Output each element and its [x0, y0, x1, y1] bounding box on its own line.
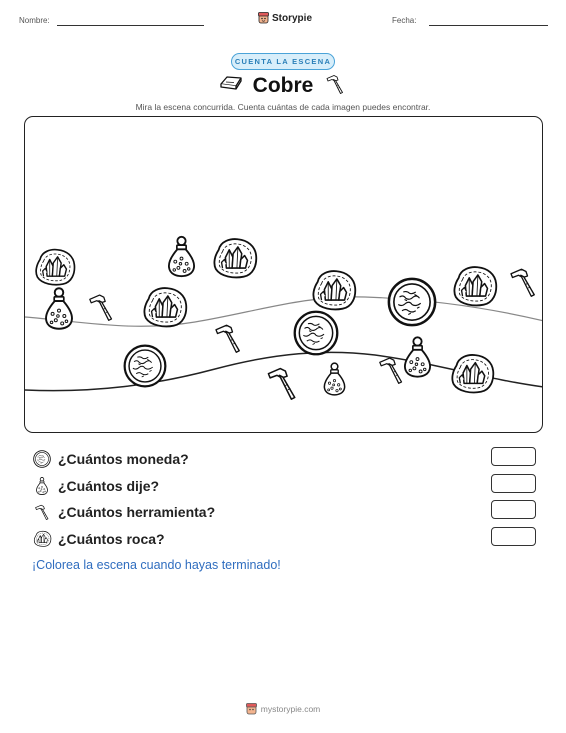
rock-icon[interactable]: [313, 271, 355, 309]
charm-icon[interactable]: [46, 288, 72, 329]
brand-mascot-icon: [246, 703, 257, 715]
worksheet-header: [0, 12, 566, 32]
rock-icon[interactable]: [454, 267, 496, 305]
coin-icon[interactable]: [389, 279, 435, 325]
hammer-icon[interactable]: [90, 295, 112, 320]
question-row-hammer: [32, 499, 536, 526]
date-label: Fecha:: [392, 16, 417, 25]
hammer-icon[interactable]: [380, 358, 402, 383]
coloring-note: ¡Colorea la escena cuando hayas terminado!: [32, 558, 281, 572]
charm-icon[interactable]: [405, 337, 430, 376]
question-row-coin: [32, 446, 536, 473]
rock-icon[interactable]: [452, 355, 493, 393]
question-text: ¿Cuántos dije?: [58, 477, 160, 494]
answer-box-rock[interactable]: [491, 527, 536, 546]
answer-box-coin[interactable]: [491, 447, 536, 466]
brand-mascot-icon: [258, 12, 269, 24]
answer-box-charm[interactable]: [491, 474, 536, 493]
hammer-icon: [325, 72, 345, 96]
hammer-icon[interactable]: [511, 269, 534, 296]
question-text: ¿Cuántos herramienta?: [58, 504, 216, 521]
question-row-charm: [32, 473, 536, 500]
scene-drawing: [25, 117, 543, 433]
hammer-icon: [32, 502, 52, 522]
charm-icon[interactable]: [324, 363, 344, 395]
rock-icon[interactable]: [214, 239, 256, 277]
question-row-rock: [32, 526, 536, 553]
charm-icon: [32, 476, 52, 496]
name-field[interactable]: [57, 25, 204, 26]
charm-icon[interactable]: [169, 237, 194, 276]
coin-icon: [32, 449, 52, 469]
question-text: ¿Cuántos moneda?: [58, 451, 189, 468]
name-label: Nombre:: [19, 16, 50, 25]
coin-icon[interactable]: [125, 346, 166, 387]
rock-icon: [32, 529, 52, 549]
brand-logo: [258, 12, 312, 24]
counting-scene: [24, 116, 543, 433]
instructions-text: Mira la escena concurrida. Cuenta cuántas de cada imagen puedes encontrar.: [135, 102, 431, 112]
question-text: ¿Cuántos roca?: [58, 530, 165, 547]
rock-icon[interactable]: [144, 288, 186, 326]
question-list: [32, 446, 536, 552]
brand-name: Storypie: [272, 12, 313, 24]
title-row: [0, 72, 566, 100]
hammer-icon[interactable]: [216, 325, 239, 352]
page-title: Cobre: [252, 74, 314, 97]
answer-box-hammer[interactable]: [491, 500, 536, 519]
section-badge: CUENTA LA ESCENA: [231, 53, 335, 70]
site-url: mystorypie.com: [260, 704, 321, 714]
date-field[interactable]: [429, 25, 548, 26]
coin-icon[interactable]: [295, 312, 338, 355]
hammer-icon[interactable]: [268, 369, 294, 400]
rock-icon[interactable]: [36, 250, 74, 285]
site-footer: [0, 703, 566, 715]
